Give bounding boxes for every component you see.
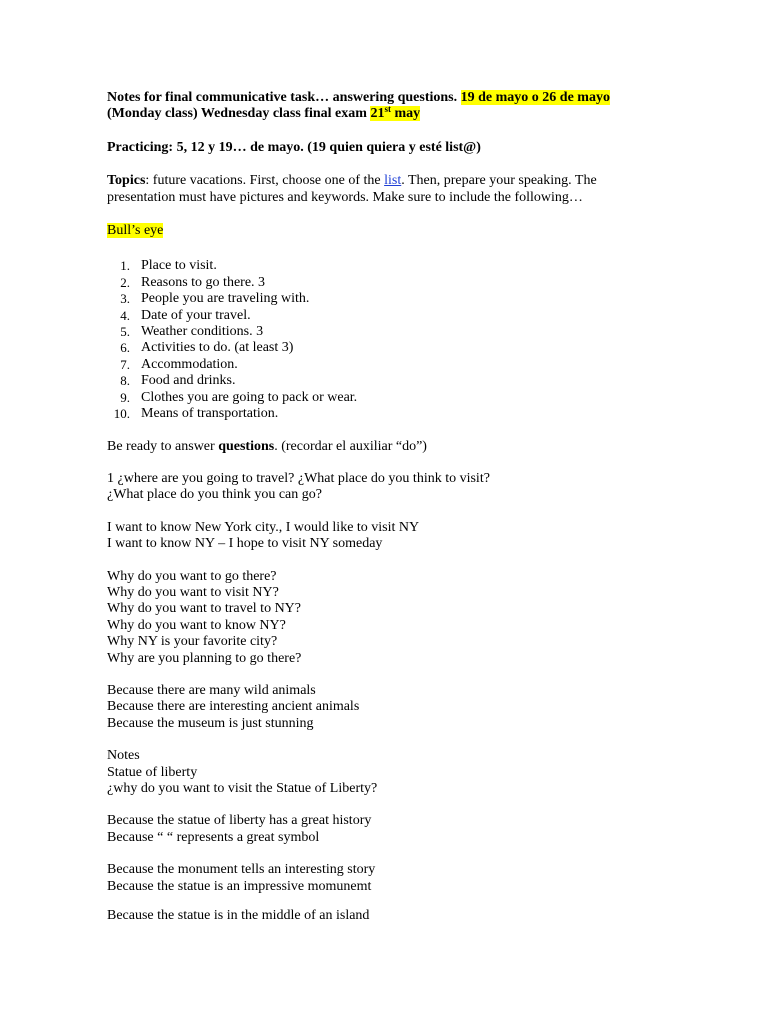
text-line: ¿What place do you think you can go? (107, 487, 322, 503)
checklist-number: 6. (120, 340, 130, 356)
text-line: Because the statue of liberty has a great history (107, 813, 372, 829)
text-line: Because “ “ represents a great symbol (107, 829, 320, 845)
checklist-item (107, 357, 667, 373)
text-line: Why do you want to visit NY? (107, 584, 279, 600)
checklist-number: 7. (120, 356, 130, 372)
checklist-text: Clothes you are going to pack or wear. (141, 389, 358, 405)
text-line: Why do you want to know NY? (107, 617, 286, 633)
checklist-item (107, 291, 667, 307)
highlight-dates: 19 de mayo o 26 de mayo (460, 90, 610, 105)
topics-text: : future vacations. First, choose one of the (145, 173, 385, 189)
ready-text: Be ready to answer (107, 438, 219, 454)
text-line: Because the statue is an impressive momunemt (107, 878, 372, 894)
checklist-item (107, 324, 667, 340)
text-line: ¿why do you want to visit the Statue of Liberty? (107, 781, 378, 796)
topics-text-cont: . Then, prepare your speaking. The presentation must have pictures and keywords. Make sure to include the following… (107, 173, 597, 205)
checklist-number: 4. (120, 307, 130, 323)
text-line: Statue of liberty (107, 764, 198, 780)
bulls-eye-line (107, 223, 667, 239)
checklist-item (107, 258, 667, 274)
topics-label: Topics (107, 173, 146, 189)
notes-block (107, 748, 667, 797)
text-line: Why do you want to go there? (107, 568, 277, 584)
checklist-number: 9. (120, 389, 130, 405)
notes-heading: Notes (107, 748, 140, 764)
checklist-text: Means of transportation. (141, 406, 279, 422)
checklist-text: People you are traveling with. (141, 291, 310, 307)
checklist-item (107, 373, 667, 389)
text-line: Because there are many wild animals (107, 682, 316, 698)
header-text-cont: (Monday class) Wednesday class final exam (107, 106, 371, 122)
header-paragraph (107, 90, 667, 123)
checklist-text: Reasons to go there. 3 (141, 274, 266, 290)
text-line: Why are you planning to go there? (107, 650, 302, 666)
bulls-eye-highlight: Bull’s eye (107, 223, 164, 239)
because-block-3 (107, 862, 667, 895)
checklist-number: 1. (120, 258, 130, 274)
exam-month: may (390, 106, 421, 122)
text-line: Why do you want to travel to NY? (107, 601, 302, 617)
checklist-number: 2. (120, 274, 130, 290)
checklist-item (107, 275, 667, 291)
checklist-number: 5. (120, 324, 130, 340)
question-one-block (107, 471, 667, 504)
text-line: Why NY is your favorite city? (107, 634, 278, 650)
checklist-text: Date of your travel. (141, 307, 251, 323)
checklist-item (107, 390, 667, 406)
header-text: Notes for final communicative task… answering questions. (107, 90, 461, 105)
checklist-number: 3. (120, 291, 130, 307)
checklist-number: 10. (113, 406, 130, 422)
text-line: 1 ¿where are you going to travel? ¿What place do you think to visit? (107, 470, 490, 486)
why-block (107, 569, 667, 667)
checklist (107, 258, 667, 422)
highlight-exam-date (370, 106, 420, 121)
exam-day-suffix: st (384, 104, 391, 115)
want-block (107, 520, 667, 553)
checklist-text: Weather conditions. 3 (141, 324, 264, 340)
ready-bold: questions (218, 438, 275, 454)
text-line: I want to know New York city., I would like to visit NY (107, 519, 420, 535)
checklist-number: 8. (120, 373, 130, 389)
checklist-text: Accommodation. (141, 356, 238, 372)
ready-line (107, 439, 667, 455)
text-line: Because there are interesting ancient animals (107, 699, 360, 715)
checklist-item (107, 308, 667, 324)
document-body (107, 90, 667, 924)
because-block-4 (107, 908, 667, 924)
topics-paragraph (107, 173, 667, 206)
checklist-text: Activities to do. (at least 3) (141, 340, 294, 356)
because-block-2 (107, 813, 667, 846)
text-line: Because the statue is in the middle of an island (107, 908, 370, 924)
exam-day: 21 (370, 106, 385, 122)
text-line: Because the monument tells an interesting story (107, 862, 376, 878)
practicing-line: Practicing: 5, 12 y 19… de mayo. (19 quien quiera y esté list@) (107, 139, 481, 155)
list-link[interactable]: list (384, 173, 402, 189)
text-line: I want to know NY – I hope to visit NY someday (107, 536, 383, 552)
ready-text-cont: . (recordar el auxiliar “do”) (274, 438, 427, 454)
checklist-text: Place to visit. (141, 258, 217, 274)
text-line: Because the museum is just stunning (107, 715, 314, 731)
checklist-item (107, 340, 667, 356)
checklist-text: Food and drinks. (141, 373, 236, 389)
because-block-1 (107, 683, 667, 732)
checklist-item (107, 406, 667, 422)
